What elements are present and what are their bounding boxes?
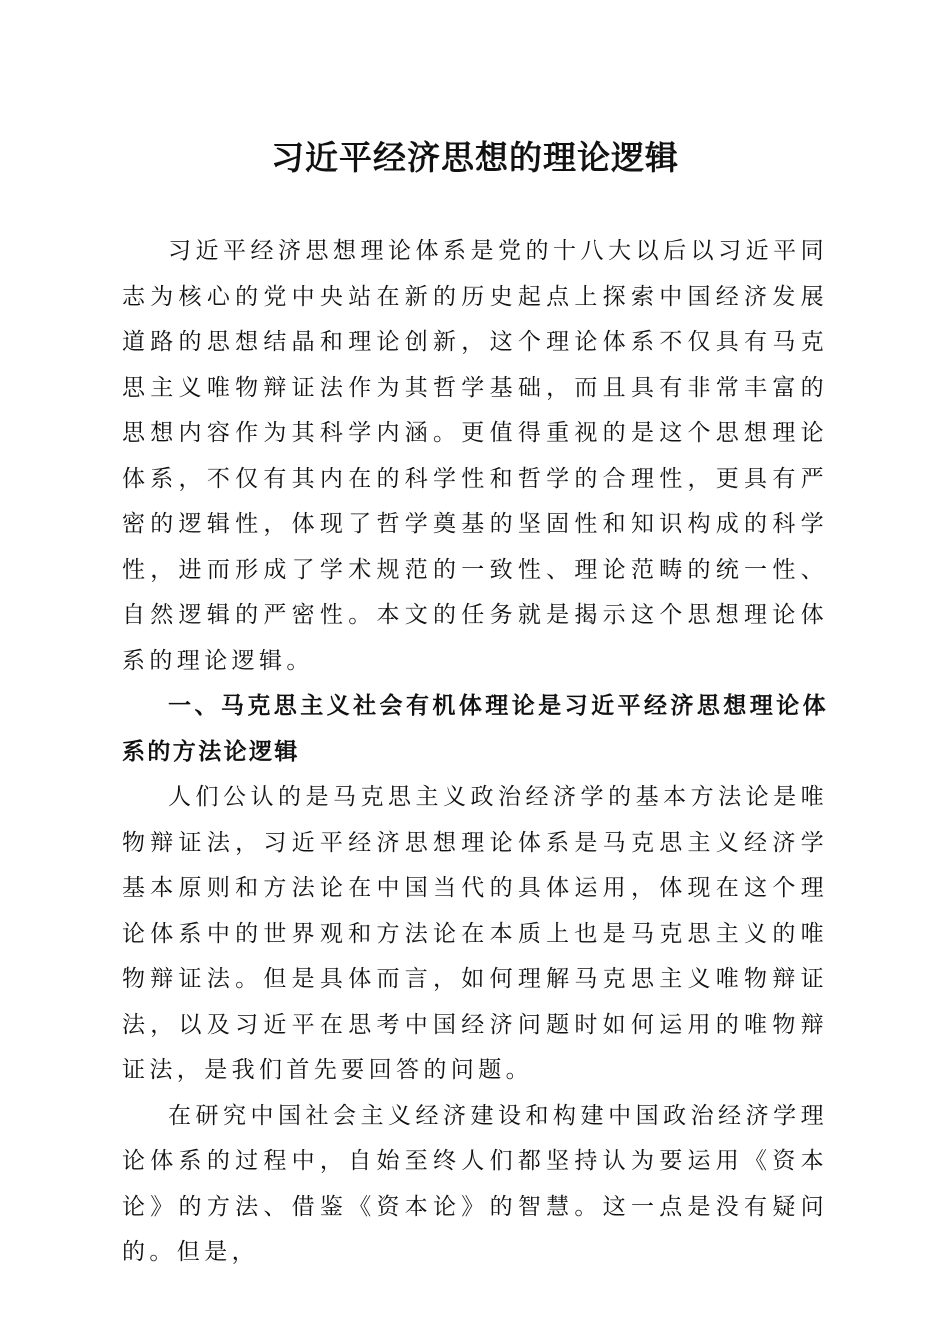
document-title: 习近平经济思想的理论逻辑: [271, 138, 679, 177]
intro-paragraph: 习近平经济思想理论体系是党的十八大以后以习近平同志为核心的党中央站在新的历史起点上探索中国经济发展道路的思想结晶和理论创新，这个理论体系不仅具有马克思主义唯物辩证法作为其哲学基础，而且具有非常丰富的思想内容作为其科学内涵。更值得重视的是这个思想理论体系，不仅有其内在的科学性和哲学的合理性，更具有严密的逻辑性，体现了哲学奠基的坚固性和知识构成的科学性，进而形成了学术规范的一致性、理论范畴的统一性、自然逻辑的严密性。本文的任务就是揭示这个思想理论体系的理论逻辑。: [122, 238, 828, 674]
section-paragraph-1: 人们公认的是马克思主义政治经济学的基本方法论是唯物辩证法，习近平经济思想理论体系是马克思主义经济学基本原则和方法论在中国当代的具体运用，体现在这个理论体系中的世界观和方法论在本质上也是马克思主义的唯物辩证法。但是具体而言，如何理解马克思主义唯物辩证法，以及习近平在思考中国经济问题时如何运用的唯物辩证法，是我们首先要回答的问题。: [122, 784, 828, 1083]
document-body: [122, 229, 828, 1276]
section-paragraph-2: 在研究中国社会主义经济建设和构建中国政治经济学理论体系的过程中，自始至终人们都坚持认为要运用《资本论》的方法、借鉴《资本论》的智慧。这一点是没有疑问的。但是，: [122, 1102, 828, 1265]
section-heading: 一、马克思主义社会有机体理论是习近平经济思想理论体系的方法论逻辑: [122, 693, 828, 765]
